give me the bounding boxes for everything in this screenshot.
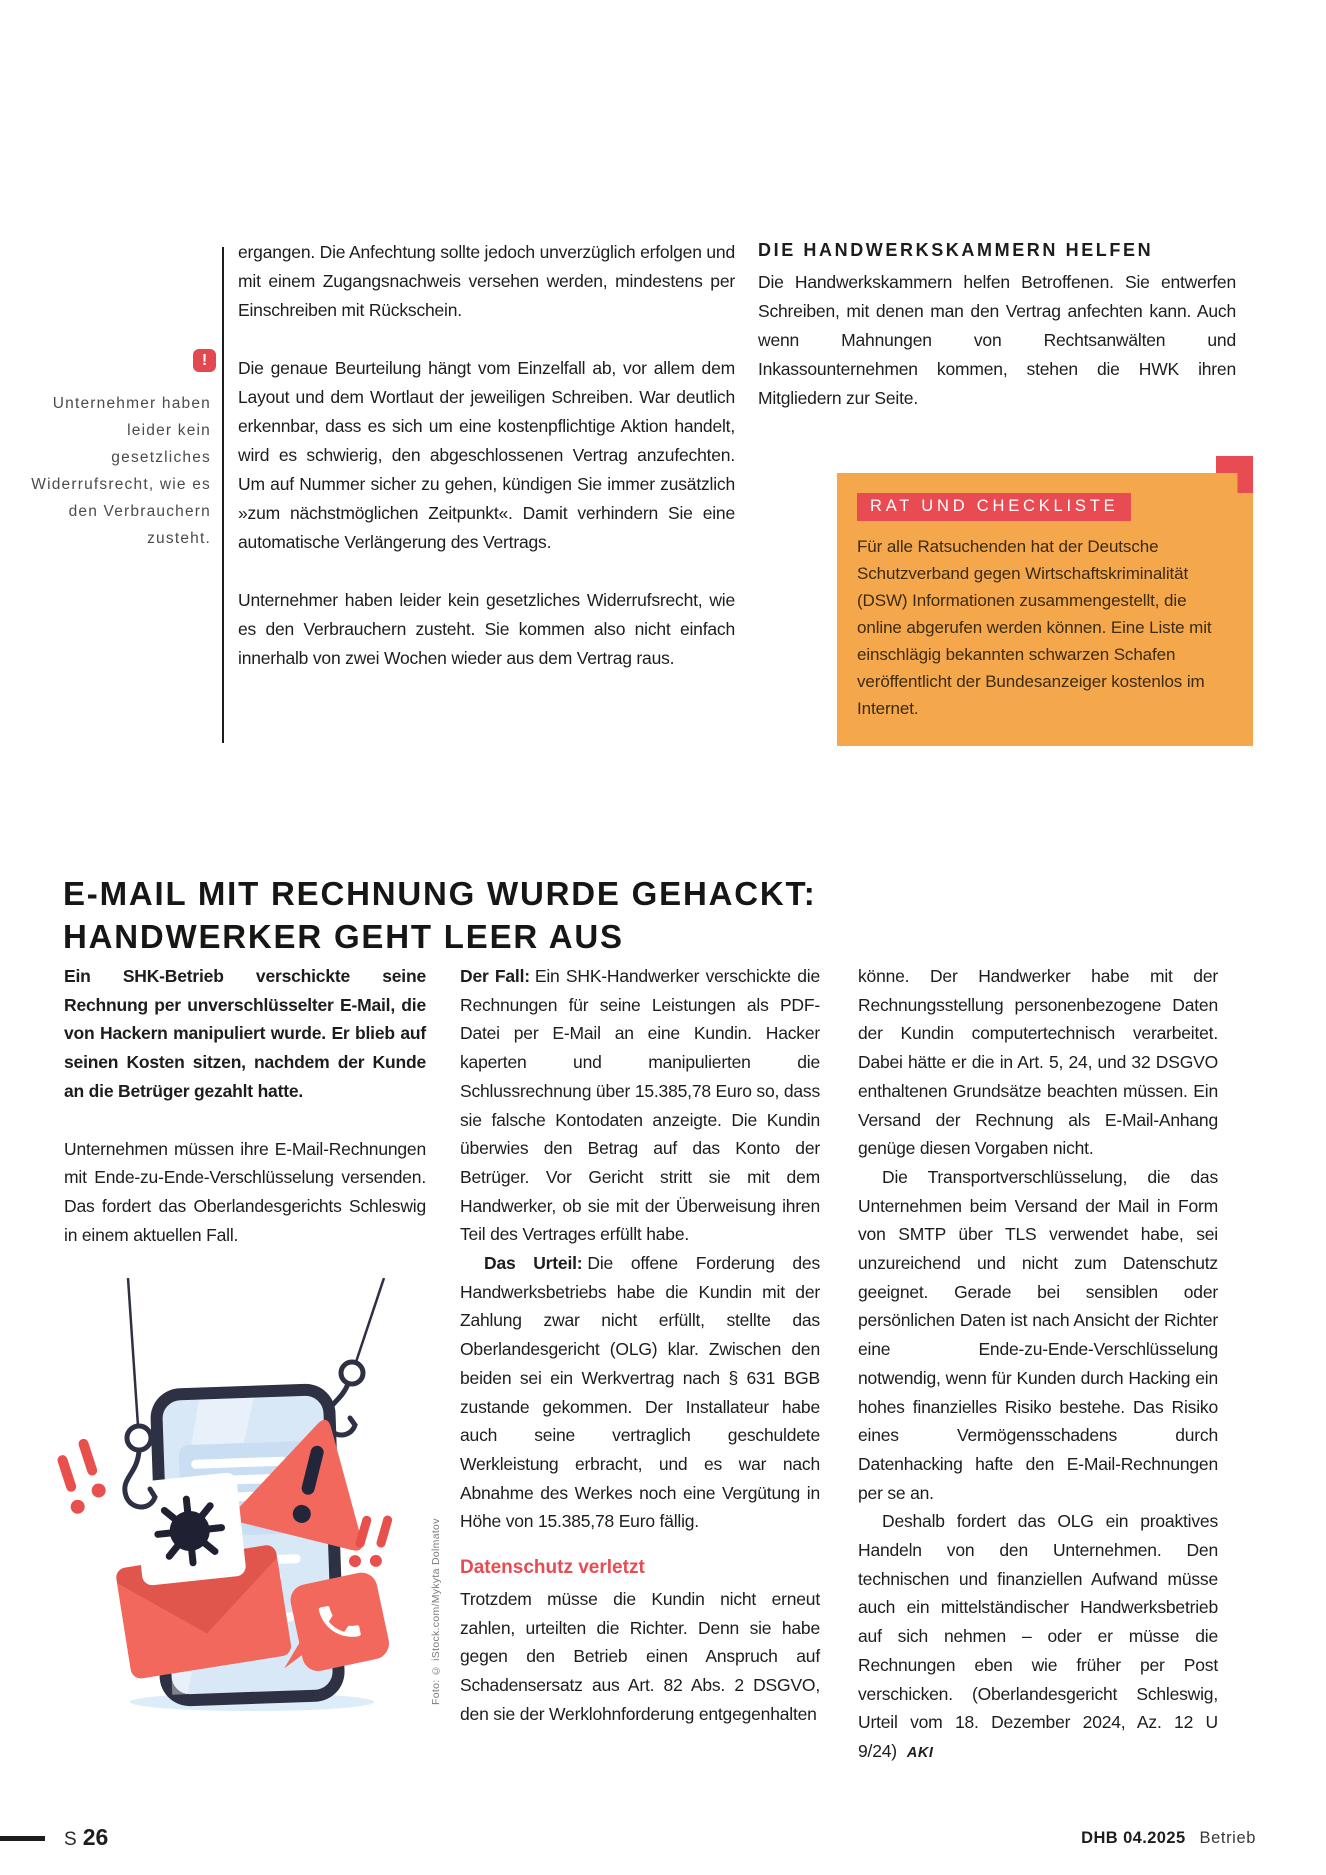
body-paragraph: Unternehmer haben leider kein gesetzliches Widerrufsrecht, wie es den Verbrauchern zusteht. Sie kommen also nicht einfach innerhalb von zwei Wochen wieder aus dem Vertrag raus. bbox=[238, 590, 735, 668]
checklist-info-box bbox=[837, 473, 1253, 746]
page-prefix: S bbox=[64, 1829, 79, 1850]
author-initials: AKI bbox=[906, 1744, 934, 1761]
checklist-box-label: RAT UND CHECKLISTE bbox=[857, 493, 1131, 521]
lead-paragraph: Ein SHK-Betrieb verschickte seine Rechnung per unverschlüsselter E-Mail, die von Hackern manipuliert wurde. Er blieb auf seinen Kosten sitzen, nachdem der Kunde an die Betrüger gezahlt hatte. bbox=[64, 966, 426, 1101]
checklist-box-text: Für alle Ratsuchenden hat der Deutsche Schutzverband gegen Wirtschaftskriminalität (DSW) Informationen zusammengestellt, die online abgerufen werden können. Eine Liste mit einschlägig bekannten schwarzen Schafen veröffentlicht der Bundesanzeiger kostenlos im Internet. bbox=[857, 537, 1212, 718]
issue-label: DHB 04.2025 bbox=[1081, 1829, 1186, 1847]
case-text: Ein SHK-Handwerker verschickte die Rechnungen für seine Leistungen als PDF-Datei per E-Mail an eine Kundin. Hacker kaperten und manipulierten die Schlussrechnung über 15.385,78 Euro so, dass sie falsche Kontodaten anzeigte. Die Kundin überwies den Betrag auf das Konto der Betrüger. Vor Gericht stritt sie mit dem Handwerker, ob sie mit der Überweisung ihren Teil des Vertrages erfüllt habe. bbox=[460, 966, 820, 1245]
footer-issue-info bbox=[1081, 1829, 1256, 1848]
body-paragraph: Die Handwerkskammern helfen Betroffenen. Sie entwerfen Schreiben, mit denen man den Vertrag anfechten kann. Auch wenn Mahnungen von Rechtsanwälten und Inkassounternehmen kommen, stehen die HWK ihren Mitgliedern zur Seite. bbox=[758, 272, 1236, 408]
body-paragraph: Trotzdem müsse die Kundin nicht erneut zahlen, urteilten die Richter. Denn sie habe gegen den Betrieb einen Anspruch auf Schadensersatz aus Art. 82 Abs. 2 DSGVO, den sie der Werklohnforderung entgegenhalten bbox=[460, 1589, 820, 1724]
margin-pull-quote: Unternehmer haben leider kein gesetzliches Widerrufsrecht, wie es den Verbrauchern zusteht. bbox=[31, 395, 211, 547]
verdict-text: Die offene Forderung des Handwerksbetriebs habe die Kundin mit der Zahlung zwar nicht erfüllt, stellte das Oberlandesgericht (OLG) klar. Zwischen den beiden sei ein Werkvertrag nach § 631 BGB zustande gekommen. Der Installateur habe auch seine vertraglich geschuldete Werkleistung erbracht, und es war nach Abnahme des Werkes noch eine Vergütung in Höhe von 15.385,78 Euro fällig. bbox=[460, 1253, 821, 1532]
body-paragraph: könne. Der Handwerker habe mit der Rechnungsstellung personenbezogene Daten der Kundin computertechnisch verarbeitet. Dabei hätte er die in Art. 5, 24, und 32 DSGVO enthaltenen Grundsätze beachten müssen. Ein Versand der Rechnung als E-Mail-Anhang genüge diesen Vorgaben nicht. bbox=[858, 966, 1218, 1159]
photo-credit: Foto: © iStock.com/Mykyta Dolmatov bbox=[430, 1518, 442, 1705]
case-label: Der Fall: bbox=[460, 966, 530, 986]
red-subheading: Datenschutz verletzt bbox=[460, 1557, 645, 1579]
continuation-column bbox=[238, 238, 735, 702]
fishing-line-left bbox=[128, 1278, 138, 1426]
article-column-3 bbox=[858, 962, 1218, 1768]
page-number-value: 26 bbox=[82, 1824, 109, 1850]
closing-text: Deshalb fordert das OLG ein proaktives Handeln von den Unternehmen. Den technischen und finanziellen Aufwand müsse auch ein mittelständischer Handwerksbetrieb auf sich nehmen – oder er müsse die Rechnungen eben wie früher per Post verschicken. (Oberlandesgericht Schleswig, Urteil vom 18. Dezember 2024, Az. 12 U 9/24) bbox=[858, 1511, 1218, 1761]
headline-line-1: E-MAIL MIT RECHNUNG WURDE GEHACKT: bbox=[63, 875, 817, 913]
body-paragraph bbox=[858, 1507, 1218, 1767]
body-paragraph: ergangen. Die Anfechtung sollte jedoch unverzüglich erfolgen und mit einem Zugangsnachweis versehen werden, mindestens per Einschreiben mit Rückschein. bbox=[238, 242, 735, 320]
phishing-illustration bbox=[52, 1278, 397, 1713]
body-paragraph: Die Transportverschlüsselung, die das Unternehmen beim Versand der Mail in Form von SMTP über TLS verwendet habe, sei unzureichend und nicht zum Datenschutz geeignet. Gerade bei sensiblen oder persönlichen Daten ist nach Ansicht der Richter eine Ende-zu-Ende-Verschlüsselung notwendig, wenn für Kunden durch Hacking ein hohes finanzielles Risiko bestehe. Das Risiko eines Vermögensschadens durch Datenhacking hafte den E-Mail-Rechnungen per se an. bbox=[858, 1166, 1218, 1503]
section-label: Betrieb bbox=[1199, 1829, 1256, 1847]
headline-line-2: HANDWERKER GEHT LEER AUS bbox=[63, 918, 624, 956]
verdict-paragraph bbox=[460, 1249, 820, 1536]
warning-badge-icon: ! bbox=[193, 349, 216, 372]
column-divider bbox=[222, 247, 224, 743]
verdict-label: Das Urteil: bbox=[484, 1253, 583, 1274]
standfirst-paragraph: Unternehmen müssen ihre E-Mail-Rechnungen mit Ende-zu-Ende-Verschlüsselung versenden. Das fordert das Oberlandesgerichts Schleswig in einem aktuellen Fall. bbox=[64, 1138, 426, 1245]
article-column-1 bbox=[64, 962, 426, 1249]
article-headline bbox=[63, 872, 817, 958]
page-number bbox=[64, 1824, 108, 1851]
corner-flag-icon bbox=[1216, 456, 1253, 493]
alert-exclamations-left bbox=[52, 1437, 110, 1516]
footer-rule bbox=[0, 1836, 45, 1841]
article-column-2 bbox=[460, 962, 820, 1729]
section-heading: DIE HANDWERKSKAMMERN HELFEN bbox=[758, 240, 1154, 260]
help-column bbox=[758, 240, 1236, 442]
body-paragraph: Die genaue Beurteilung hängt vom Einzelfall ab, vor allem dem Layout und dem Wortlaut der jeweiligen Schreiben. War deutlich erkennbar, dass es sich um eine kostenpflichtige Aktion handelt, wird es schwierig, den abgeschlossenen Vertrag anzufechten. Um auf Nummer sicher zu gehen, kündigen Sie immer zusätzlich »zum nächstmöglichen Zeitpunkt«. Damit verhindern Sie eine automatische Verlängerung des Vertrags. bbox=[238, 358, 735, 552]
case-paragraph bbox=[460, 962, 820, 1249]
